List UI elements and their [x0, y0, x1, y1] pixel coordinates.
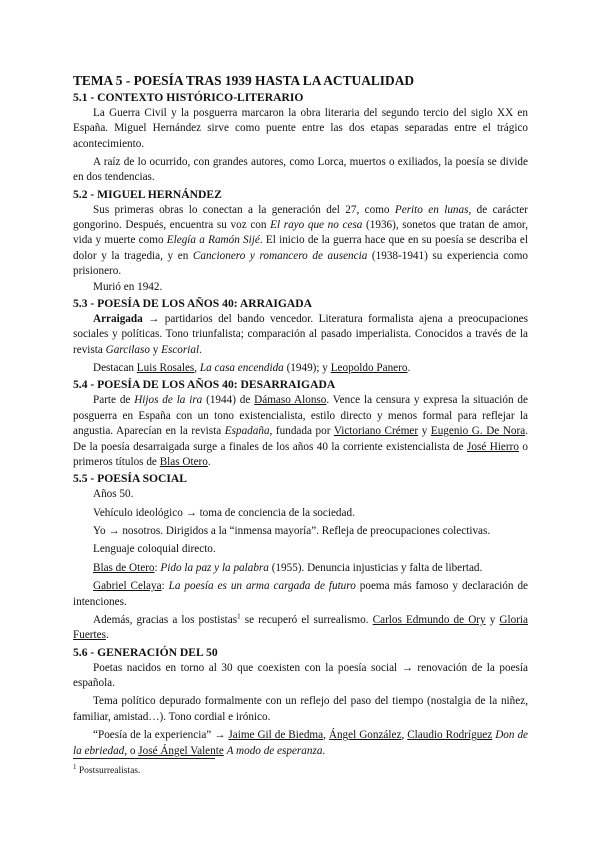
footnote-text: Postsurrealistas. — [76, 766, 141, 776]
paragraph: Yo → nosotros. Dirigidos a la “inmensa mayoría”. Refleja de preocupaciones colectivas. — [93, 524, 491, 537]
paragraph: Lenguaje coloquial directo. — [93, 543, 216, 556]
paragraph: Parte de Hijos de la ira (1944) de Dámaso Alonso. Vence la censura y expresa la situación de posguerra en España con un tono existencialista, estilo directo y menos formal para reflejar la angustia. Aparecían en la revista Espadaña, fundada por Victoriano Crémer y Eugenio G. De Nora. De la poesía desarraigada surge a finales de los años 40 la corriente existencialista de José Hierro o primeros títulos de Blas Otero. — [73, 394, 529, 468]
work-title: Perito en lunas — [394, 203, 469, 216]
work-title: El rayo que no cesa — [270, 219, 363, 232]
paragraph: Destacan Luis Rosales, La casa encendida (1949); y Leopoldo Panero. — [93, 362, 411, 375]
paragraph: A raíz de lo ocurrido, con grandes autores, como Lorca, muertos o exiliados, la poesía se divide en dos tendencias. — [73, 156, 528, 184]
paragraph: Gabriel Celaya: La poesía es un arma cargada de futuro poema más famoso y declaración de intenciones. — [73, 580, 528, 608]
footnote-divider — [73, 758, 215, 759]
section-heading-5-2: 5.2 - MIGUEL HERNÁNDEZ — [73, 187, 222, 201]
paragraph: Además, gracias a los postistas$^1$ se recuperó el surrealismo. Carlos Edmundo de Ory y Gloria Fuertes. — [73, 612, 529, 642]
paragraph: Sus primeras obras lo conectan a la generación del 27, como Perito en lunas, de carácter gongorino. Después, encuentra su voz con El rayo que no cesa (1936), sonetos que tratan de amor, vida y muerte como Elegía a Ramón Sijé. El inicio de la guerra hace que en su poesía se describa el dolor y la tragedia, y en Cancionero y romancero de ausencia (1938-1941) su experiencia como prisionero. — [73, 203, 529, 278]
section-heading-5-6: 5.6 - GENERACIÓN DEL 50 — [73, 645, 218, 659]
footnote-number: 1 — [73, 762, 77, 771]
paragraph: Blas de Otero: Pido la paz y la palabra (1955). Denuncia injusticias y falta de libertad. — [93, 561, 483, 574]
work-title: La casa encendida — [199, 362, 284, 375]
paragraph: Vehículo ideológico → toma de conciencia de la sociedad. — [93, 506, 355, 519]
section-heading-5-4: 5.4 - POESÍA DE LOS AÑOS 40: DESARRAIGADA — [73, 378, 336, 392]
paragraph: Poetas nacidos en torno al 30 que coexisten con la poesía social → renovación de la poesía española. — [73, 661, 528, 689]
document-page — [73, 72, 528, 759]
work-title: Elegía a Ramón Sijé — [166, 234, 260, 247]
section-heading-5-1: 5.1 - CONTEXTO HISTÓRICO-LITERARIO — [73, 91, 304, 104]
paragraph: Murió en 1942. — [93, 280, 163, 293]
author-name: Luis Rosales — [136, 362, 195, 375]
author-name: Leopoldo Panero — [330, 362, 408, 375]
section-heading-5-5: 5.5 - POESÍA SOCIAL — [73, 472, 188, 486]
footnote — [73, 762, 141, 777]
footnote-ref: 1 — [237, 612, 241, 621]
paragraph: Años 50. — [93, 488, 134, 501]
paragraph: La Guerra Civil y la posguerra marcaron la obra literaria del segundo tercio del siglo XX en España. Miguel Hernández sirve como puente entre las dos etapas separadas entre el trágico acontecimiento. — [73, 106, 528, 150]
paragraph: “Poesía de la experiencia” → Jaime Gil de Biedma, Ángel González, Claudio Rodríguez Don de la ebriedad, o José Ángel Valente A modo de esperanza. — [73, 729, 529, 757]
paragraph: Tema político depurado formalmente con un reflejo del paso del tiempo (nostalgia de la niñez, familiar, amistad…). Tono cordial e irónico. — [73, 695, 528, 723]
work-title: Cancionero y romancero de ausencia — [192, 249, 368, 262]
paragraph: Arraigada → partidarios del bando vencedor. Literatura formalista ajena a preocupaciones sociales y políticas. Tono triunfalista; comparación al pasado imperialista. Conocidos a través de la revista Garcilaso y Escorial. — [73, 312, 528, 356]
section-heading-5-3: 5.3 - POESÍA DE LOS AÑOS 40: ARRAIGADA — [73, 297, 312, 311]
page-title: TEMA 5 - POESÍA TRAS 1939 HASTA LA ACTUALIDAD — [73, 73, 415, 88]
